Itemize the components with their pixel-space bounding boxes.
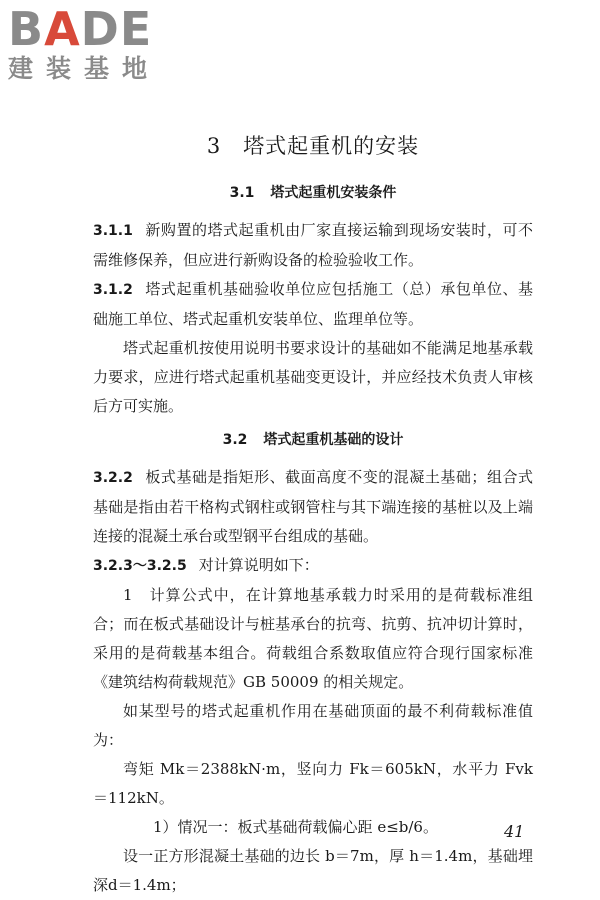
body-paragraph: 设一正方形混凝土基础的边长 b＝7m，厚 h＝1.4m，基础埋深d＝1.4m； <box>93 847 533 894</box>
list-item: 1 计算公式中，在计算地基承载力时采用的是荷载标准组合；而在板式基础设计与桩基承台的抗弯、抗剪、抗冲切计算时，采用的是荷载基本组合。荷载组合系数取值应符合现行国家标准《建筑结构荷载规范》GB 50009 的相关规定。 <box>93 586 533 691</box>
clause-paragraph: 3.2.3～3.2.5 对计算说明如下： <box>93 556 319 574</box>
bade-logo <box>8 2 178 84</box>
chapter-title: 3 塔式起重机的安装 <box>206 134 420 158</box>
case-heading: 1）情况一：板式基础荷载偏心距 e≤b/6。 <box>153 818 438 836</box>
body-paragraph: 塔式起重机按使用说明书要求设计的基础如不能满足地基承载力要求，应进行塔式起重机基础变更设计，并应经技术负责人审核后方可实施。 <box>93 339 533 415</box>
clause-paragraph: 3.1.1 新购置的塔式起重机由厂家直接运输到现场安装时，可不需维修保养，但应进行新购设备的检验验收工作。 <box>93 221 533 269</box>
logo-subtitle: 建装基地 <box>8 54 161 83</box>
page-number: 41 <box>504 822 525 841</box>
logo-wordmark: BADE <box>8 2 153 56</box>
section-heading: 3.2 塔式起重机基础的设计 <box>222 432 404 448</box>
load-values: 弯矩 Mk＝2388kN·m，竖向力 Fk＝605kN，水平力 Fvk＝112kN。 <box>93 760 533 807</box>
clause-paragraph: 3.1.2 塔式起重机基础验收单位应包括施工（总）承包单位、基础施工单位、塔式起重机安装单位、监理单位等。 <box>93 280 533 328</box>
body-paragraph: 如某型号的塔式起重机作用在基础顶面的最不利荷载标准值为： <box>93 702 533 749</box>
clause-paragraph: 3.2.2 板式基础是指矩形、截面高度不变的混凝土基础；组合式基础是指由若干格构式钢柱或钢管柱与其下端连接的基桩以及上端连接的混凝土承台或型钢平台组成的基础。 <box>93 468 533 545</box>
document-page <box>93 128 533 900</box>
section-heading: 3.1 塔式起重机安装条件 <box>229 185 397 201</box>
